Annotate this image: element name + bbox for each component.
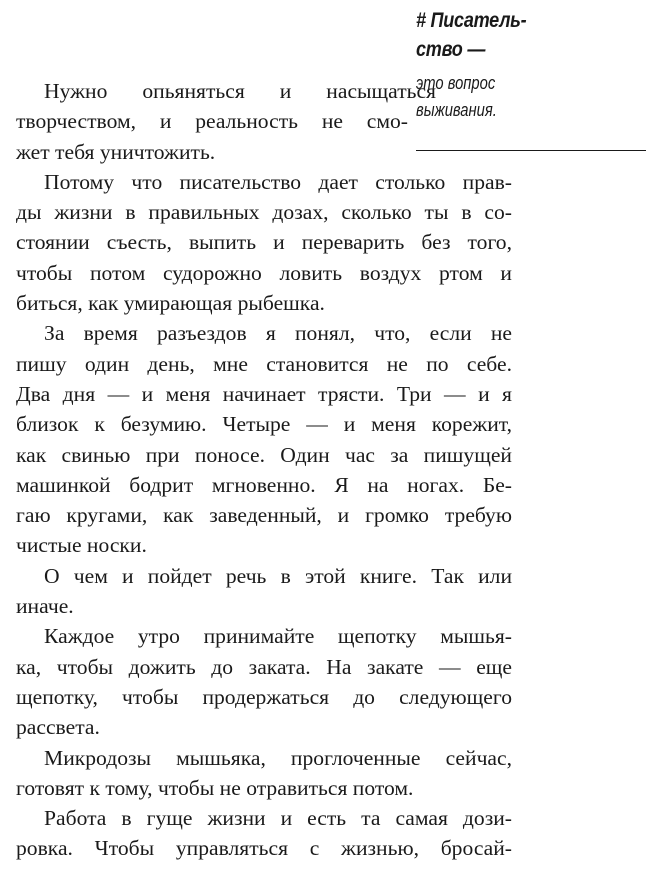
text-line: О чем и пойдет речь в этой книге. Так или xyxy=(44,563,512,588)
text-line: щепотку, чтобы продержаться до следующего xyxy=(16,684,512,709)
sidenote-body-line: это вопрос xyxy=(416,73,496,93)
text-line: Каждое утро принимайте щепотку мышья- xyxy=(44,624,512,649)
text-line: Работа в гуще жизни и есть та самая дози- xyxy=(44,806,512,831)
paragraph xyxy=(16,318,512,560)
text-line: стоянии съесть, выпить и переварить без того, xyxy=(16,230,512,255)
text-line: Потому что писательство дает столько прав- xyxy=(44,169,512,194)
body-text xyxy=(16,76,512,864)
text-line: гаю кругами, как заведенный, и громко требую xyxy=(16,503,512,528)
paragraph xyxy=(16,803,512,864)
text-line: ка, чтобы дожить до заката. На закате — еще xyxy=(16,654,512,679)
text-line: машинкой бодрит мгновенно. Я на ногах. Бе- xyxy=(16,472,512,497)
text-line: Нужно опьяняться и насыщаться xyxy=(44,79,436,103)
text-line: ды жизни в правильных дозах, сколько ты в со- xyxy=(16,200,512,225)
sidenote-title-line: ство — xyxy=(416,38,486,61)
text-line: чистые носки. xyxy=(16,533,147,558)
text-line: готовят к тому, чтобы не отравиться потом. xyxy=(16,775,414,800)
paragraph xyxy=(16,621,512,742)
text-line: иначе. xyxy=(16,594,74,619)
text-line: чтобы потом судорожно ловить воздух ртом и xyxy=(16,260,512,285)
sidenote-title xyxy=(416,6,614,64)
text-line: биться, как умирающая рыбешка. xyxy=(16,291,325,316)
text-line: Микродозы мышьяка, проглоченные сейчас, xyxy=(44,745,512,770)
text-line: рассвета. xyxy=(16,715,100,740)
text-line: творчеством, и реальность не смо- xyxy=(16,109,408,134)
text-line: пишу один день, мне становится не по себе. xyxy=(16,351,512,376)
paragraph xyxy=(16,167,512,318)
text-line: как свинью при поносе. Один час за пишущей xyxy=(16,442,512,467)
text-line: За время разъездов я понял, что, если не xyxy=(44,321,512,346)
text-line: ровка. Чтобы управляться с жизнью, бросай- xyxy=(16,836,512,861)
text-line: близок к безумию. Четыре — и меня корежит, xyxy=(16,412,512,437)
paragraph xyxy=(16,743,512,804)
paragraph xyxy=(16,76,512,167)
text-line: Два дня — и меня начинает трясти. Три — и я xyxy=(16,381,512,406)
sidenote-title-line: # Писатель- xyxy=(416,9,527,32)
paragraph xyxy=(16,561,512,622)
sidenote-body-line: выживания. xyxy=(416,100,497,120)
text-line: жет тебя уничтожить. xyxy=(16,139,216,164)
